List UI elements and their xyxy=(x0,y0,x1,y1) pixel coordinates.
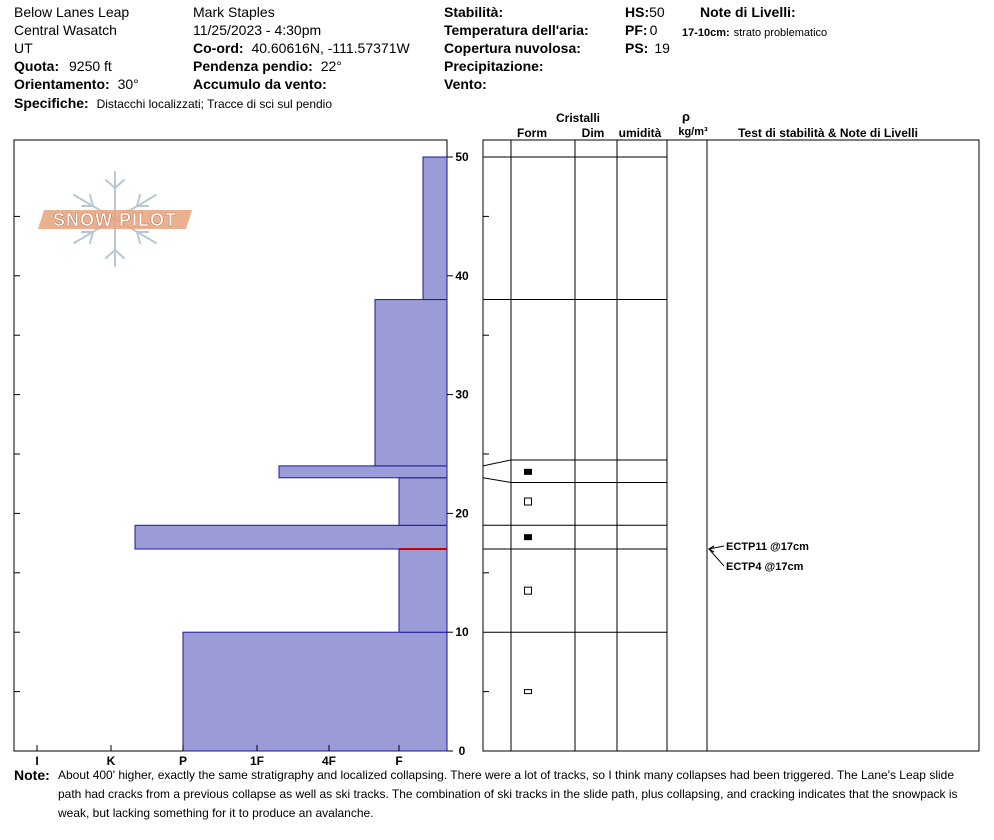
hardness-tick-label: K xyxy=(106,754,116,768)
hardness-layers xyxy=(135,157,447,751)
state-name: UT xyxy=(14,40,33,56)
hardness-layer-bar xyxy=(399,478,447,526)
size-header: Dim xyxy=(581,126,605,140)
hardness-layer-bar xyxy=(399,549,447,632)
height-tick-label: 40 xyxy=(455,268,469,283)
layer-note-depth: 17-10cm: xyxy=(682,27,730,39)
height-tick-label: 10 xyxy=(455,625,469,640)
wind-loading-label: Accumulo da vento: xyxy=(193,76,327,92)
stability-label: Stabilità: xyxy=(444,4,504,20)
cloud-cover-label: Copertura nuvolosa: xyxy=(444,40,581,56)
coords-value: 40.60616N, -111.57371W xyxy=(251,40,410,56)
grain-form-markers xyxy=(524,469,532,694)
left-axis-ticks xyxy=(14,216,20,691)
moisture-header: umidità xyxy=(618,126,662,140)
layer-connector xyxy=(483,460,511,466)
grain-marker-filled xyxy=(524,469,532,475)
specifics-label: Specifiche: xyxy=(14,95,89,111)
notes-label: Note: xyxy=(14,767,50,783)
test-label: ECTP11 @17cm xyxy=(726,541,809,554)
height-tick-label: 30 xyxy=(455,387,469,402)
hardness-layer-bar xyxy=(423,157,447,300)
location-name: Below Lanes Leap xyxy=(14,4,130,20)
hardness-layer-bar xyxy=(375,300,447,466)
elevation-label: Quota: xyxy=(14,58,60,74)
test-results xyxy=(709,541,809,573)
notes-text: About 400' higher, exactly the same stratigraphy and localized collapsing. There were a lot of tracks, so I think many collapses had been triggered. The Lane's Leap slide path had cracks from a previous collapse as well as ski tracks. The combination of ski tracks in the slide path, plus collapsing, and cracking indicates that the snowpack is weak, but lacking something for it to produce an avalanche. xyxy=(58,768,958,820)
form-header: Form xyxy=(517,126,547,140)
hardness-layer-bar xyxy=(279,466,447,478)
observer-name: Mark Staples xyxy=(193,4,275,20)
pf-label: PF: xyxy=(625,22,648,38)
hs-value: 50 xyxy=(649,4,665,20)
grain-marker-hollow xyxy=(525,498,532,505)
layer-table xyxy=(483,140,979,751)
height-tick-label: 50 xyxy=(455,150,469,164)
obs-datetime: 11/25/2023 - 4:30pm xyxy=(193,22,322,38)
precip-label: Precipitazione: xyxy=(444,58,544,74)
layer-note-text: strato problematico xyxy=(733,27,828,39)
ps-label: PS: xyxy=(625,40,649,56)
aspect-value: 30° xyxy=(117,76,139,92)
range-name: Central Wasatch xyxy=(14,22,117,38)
height-tick-label: 0 xyxy=(458,744,466,758)
specifics-value: Distacchi localizzati; Tracce di sci sul pendio xyxy=(96,97,333,111)
hardness-tick-label: 1F xyxy=(249,754,265,768)
aspect-label: Orientamento: xyxy=(14,76,110,92)
grain-marker-filled xyxy=(524,534,532,540)
pf-value: 0 xyxy=(649,22,658,38)
crystals-header: Cristalli xyxy=(555,111,601,125)
grain-marker-small xyxy=(525,690,532,694)
ps-value: 19 xyxy=(654,40,670,56)
hardness-tick-label: P xyxy=(178,754,188,768)
height-tick-label: 20 xyxy=(455,506,469,521)
density-header: kg/m³ xyxy=(678,126,708,138)
layer-connector xyxy=(483,478,511,483)
tests-header: Test di stabilità & Note di Livelli xyxy=(738,126,918,140)
rho-header: ρ xyxy=(681,109,691,124)
snowpilot-logo xyxy=(38,172,192,266)
air-temp-label: Temperatura dell'aria: xyxy=(444,22,589,38)
hardness-tick-label: 4F xyxy=(321,754,337,768)
slope-label: Pendenza pendio: xyxy=(193,58,313,74)
hardness-layer-bar xyxy=(135,525,447,549)
hardness-layer-bar xyxy=(183,632,447,751)
hs-label: HS: xyxy=(625,4,650,20)
slope-value: 22° xyxy=(320,58,342,74)
logo-text: SNOW PILOT xyxy=(53,210,177,230)
hardness-tick-label: F xyxy=(395,754,403,768)
grain-marker-hollow xyxy=(525,587,532,594)
test-label: ECTP4 @17cm xyxy=(726,561,804,574)
hardness-tick-label: I xyxy=(35,754,39,768)
elevation-value: 9250 ft xyxy=(69,58,112,74)
layer-notes-label: Note di Livelli: xyxy=(700,4,796,20)
test-leader-line xyxy=(709,549,724,566)
wind-label: Vento: xyxy=(444,76,487,92)
coords-label: Co-ord: xyxy=(193,40,244,56)
